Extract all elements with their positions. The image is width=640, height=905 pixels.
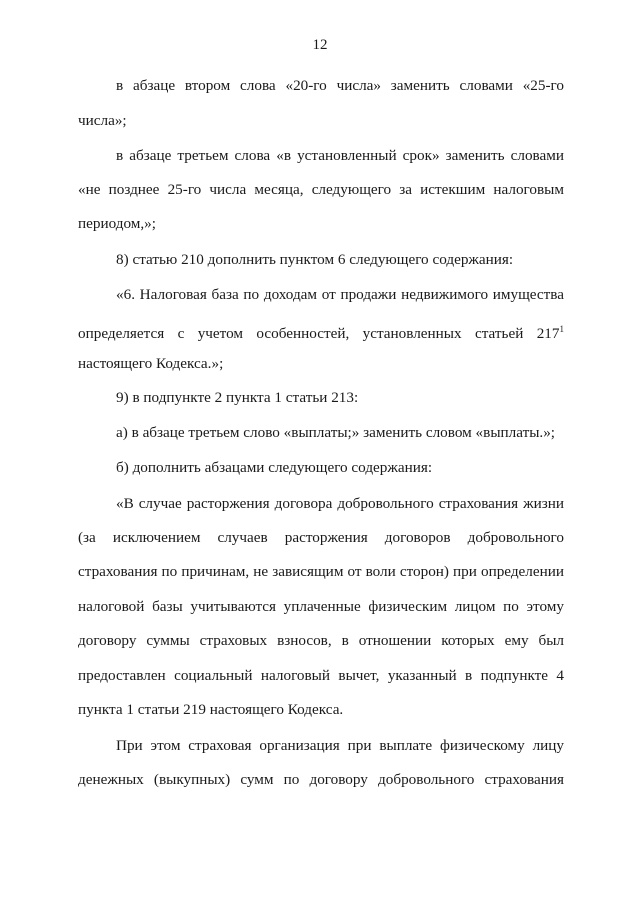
text-line: 9) в подпункте 2 пункта 1 статьи 213: xyxy=(116,389,359,406)
page-number: 12 xyxy=(312,37,328,53)
text-line: договору суммы страховых взносов, в отношении которых ему был xyxy=(78,632,564,649)
text-line: а) в абзаце третьем слово «выплаты;» заменить словом «выплаты.»; xyxy=(116,424,556,441)
text-line: пункта 1 статьи 219 настоящего Кодекса. xyxy=(78,701,344,718)
text-line: денежных (выкупных) сумм по договору добровольного страхования xyxy=(78,771,564,788)
text-line: числа»; xyxy=(78,112,127,129)
text-line: налоговой базы учитываются уплаченные физическим лицом по этому xyxy=(78,598,564,615)
text-line: в абзаце третьем слова «в установленный срок» заменить словами xyxy=(116,147,564,164)
text-line: б) дополнить абзацами следующего содержания: xyxy=(116,459,433,476)
text-line: в абзаце втором слова «20-го числа» заменить словами «25-го xyxy=(116,77,564,94)
text-line: периодом,»; xyxy=(78,215,156,232)
text-line: «не позднее 25-го числа месяца, следующего за истекшим налоговым xyxy=(78,181,564,198)
text-line-body: определяется с учетом особенностей, установленных статьей 217 xyxy=(78,325,560,342)
text-line: «В случае расторжения договора добровольного страхования жизни xyxy=(116,495,564,512)
text-line xyxy=(78,319,564,344)
text-line: страхования по причинам, не зависящим от воли сторон) при определении xyxy=(78,563,564,580)
text-line: 8) статью 210 дополнить пунктом 6 следующего содержания: xyxy=(116,251,514,268)
text-line: (за исключением случаев расторжения договоров добровольного xyxy=(78,529,564,546)
text-line: настоящего Кодекса.»; xyxy=(78,355,224,372)
text-line: При этом страховая организация при выплате физическому лицу xyxy=(116,737,564,754)
text-line: «6. Налоговая база по доходам от продажи недвижимого имущества xyxy=(116,286,564,303)
superscript: 1 xyxy=(559,324,564,334)
text-line: предоставлен социальный налоговый вычет, указанный в подпункте 4 xyxy=(78,667,564,684)
